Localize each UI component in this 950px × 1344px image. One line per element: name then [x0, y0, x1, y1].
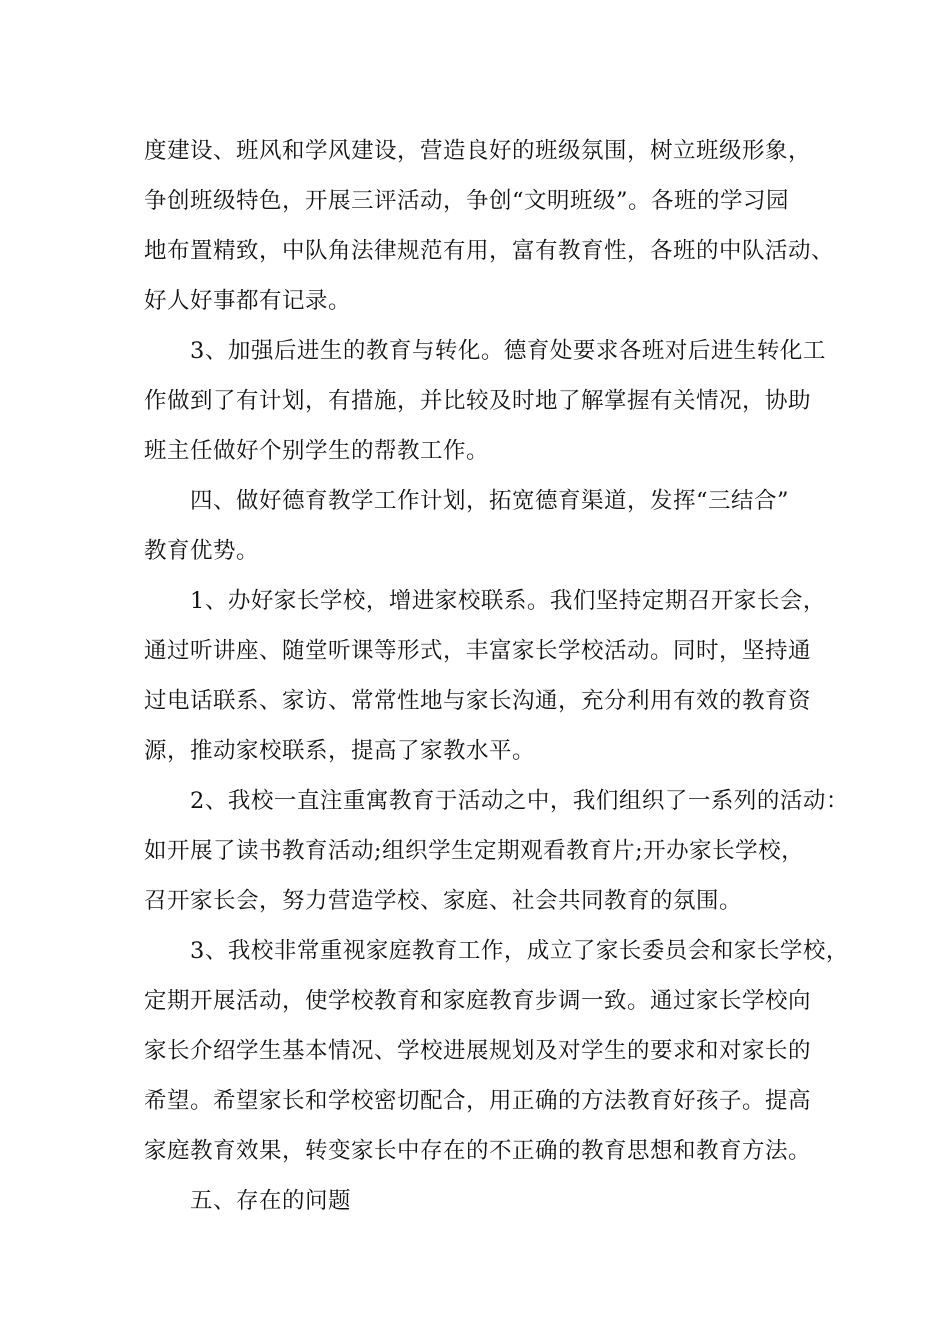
text-line-7: 班主任做好个别学生的帮教工作。	[144, 438, 490, 464]
section-5-heading: 五、存在的问题	[190, 1188, 352, 1214]
paragraph-4-3-start: 3、我校非常重视家庭教育工作，成立了家长委员会和家长学校，	[190, 938, 849, 964]
paragraph-4-2-start: 2、我校一直注重寓教育于活动之中，我们组织了一系列的活动：	[190, 788, 849, 814]
text-line-21: 家庭教育效果，转变家长中存在的不正确的教育思想和教育方法。	[144, 1138, 812, 1164]
text-line-4: 好人好事都有记录。	[144, 288, 352, 314]
text-line-19: 家长介绍学生基本情况、学校进展规划及对学生的要求和对家长的	[144, 1038, 812, 1064]
text-line-13: 源，推动家校联系，提高了家教水平。	[144, 738, 536, 764]
text-line-12: 过电话联系、家访、常常性地与家长沟通，充分利用有效的教育资	[144, 688, 812, 714]
text-line-15: 如开展了读书教育活动;组织学生定期观看教育片;开办家长学校，	[144, 838, 805, 864]
text-line-11: 通过听讲座、随堂听课等形式，丰富家长学校活动。同时，坚持通	[144, 638, 812, 664]
text-line-6: 作做到了有计划，有措施，并比较及时地了解掌握有关情况，协助	[144, 388, 812, 414]
section-4-heading: 四、做好德育教学工作计划，拓宽德育渠道，发挥“三结合”	[190, 488, 790, 514]
text-line-3: 地布置精致，中队角法律规范有用，富有教育性，各班的中队活动、	[144, 238, 835, 264]
text-line-2: 争创班级特色，开展三评活动，争创“文明班级”。各班的学习园	[144, 188, 790, 214]
paragraph-4-1-start: 1、办好家长学校，增进家校联系。我们坚持定期召开家长会，	[190, 588, 826, 614]
text-line-1: 度建设、班风和学风建设，营造良好的班级氛围，树立班级形象，	[144, 138, 812, 164]
text-line-20: 希望。希望家长和学校密切配合，用正确的方法教育好孩子。提高	[144, 1088, 812, 1114]
section-4-heading-cont: 教育优势。	[144, 538, 260, 564]
document-body	[144, 126, 849, 1226]
text-line-16: 召开家长会，努力营造学校、家庭、社会共同教育的氛围。	[144, 888, 743, 914]
paragraph-3-start: 3、加强后进生的教育与转化。德育处要求各班对后进生转化工	[190, 338, 826, 364]
text-line-18: 定期开展活动，使学校教育和家庭教育步调一致。通过家长学校向	[144, 988, 812, 1014]
